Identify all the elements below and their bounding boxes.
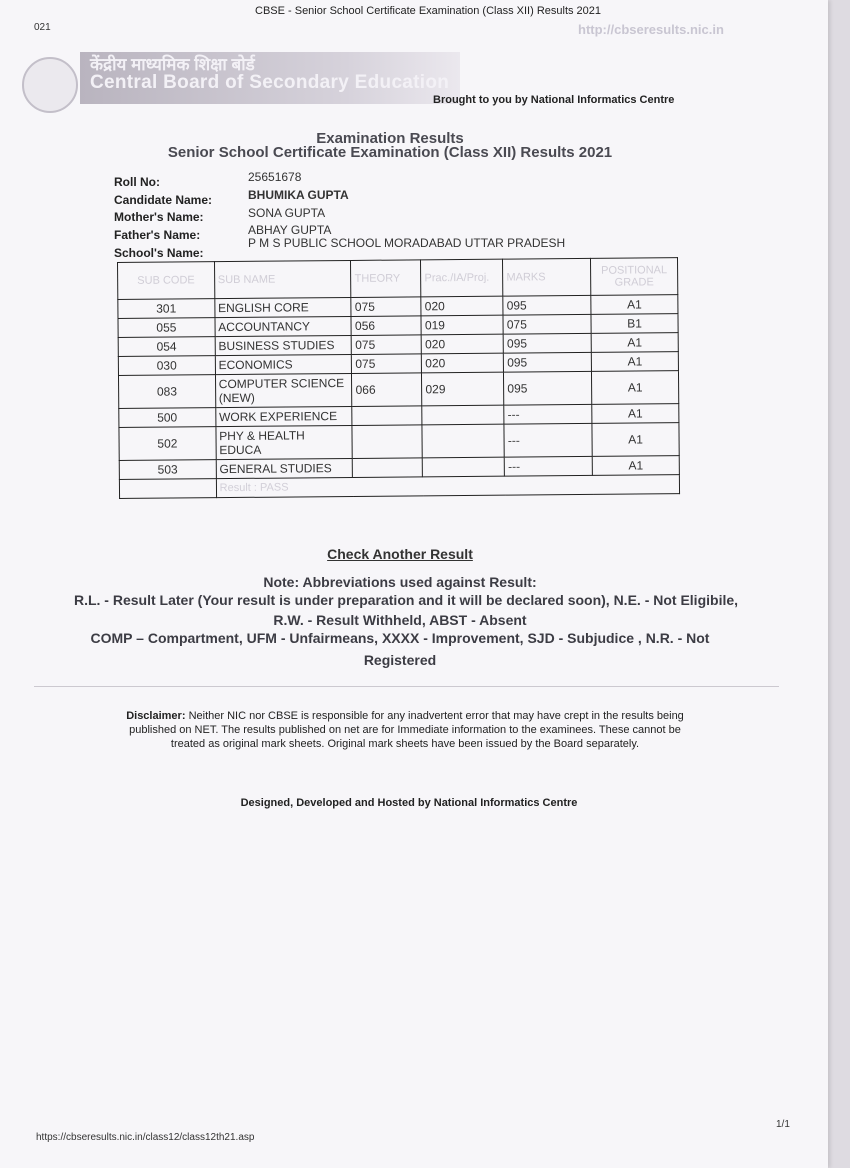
scanner-edge (828, 0, 850, 1168)
theory-marks: 075 (352, 354, 422, 374)
disclaimer-label: Disclaimer: (126, 710, 186, 722)
sub-code: 503 (119, 460, 216, 480)
check-another-result-link[interactable]: Check Another Result (327, 546, 473, 562)
total-marks: 095 (503, 333, 591, 353)
note-heading: Note: Abbreviations used against Result: (263, 574, 537, 590)
table-row (118, 371, 678, 409)
candidate-name-label: Candidate Name: (114, 193, 213, 207)
practical-marks (423, 457, 505, 477)
theory-marks: 075 (351, 297, 421, 317)
practical-marks (422, 405, 504, 425)
total-marks: 095 (504, 352, 592, 372)
sub-code: 500 (119, 408, 216, 428)
practical-marks: 029 (422, 372, 504, 406)
exam-subtitle: Senior School Certificate Examination (Class XII) Results 2021 (167, 144, 613, 161)
sub-code: 055 (118, 318, 215, 338)
result-status: Result : PASS (216, 475, 679, 498)
total-marks: 075 (503, 314, 591, 334)
roll-value: 25651678 (248, 170, 302, 184)
school-name-label: School's Name: (114, 246, 204, 260)
header-grade-line1: POSITIONAL (601, 264, 668, 277)
sub-code: 502 (119, 427, 216, 461)
practical-marks: 020 (421, 334, 503, 354)
positional-grade: A1 (592, 371, 679, 405)
practical-marks (422, 424, 504, 458)
sub-code: 301 (118, 299, 215, 319)
sub-code: 083 (118, 375, 215, 409)
site-url[interactable]: http://cbseresults.nic.in (578, 22, 724, 37)
sub-name: ACCOUNTANCY (215, 316, 352, 336)
theory-marks (353, 458, 423, 478)
disclaimer (120, 709, 690, 751)
total-marks: --- (504, 456, 592, 476)
father-name-value: ABHAY GUPTA (248, 223, 332, 237)
positional-grade: A1 (592, 404, 679, 424)
note-line-4: Registered (363, 652, 437, 668)
brought-by-text: Brought to you by National Informatics Centre (433, 94, 675, 106)
table-row (119, 423, 679, 461)
header-grade-line2: GRADE (614, 276, 654, 289)
sub-name: WORK EXPERIENCE (215, 406, 352, 426)
roll-label: Roll No: (114, 175, 160, 189)
note-line-3: COMP – Compartment, UFM - Unfairmeans, XXXX - Improvement, SJD - Subjudice , N.R. - Not (90, 630, 710, 646)
total-marks: --- (504, 404, 592, 424)
cbse-emblem-icon (22, 57, 78, 113)
theory-marks: 066 (352, 373, 422, 407)
total-marks: 095 (504, 371, 592, 405)
header-practical: Prac./IA/Proj. (421, 259, 503, 297)
sub-name: GENERAL STUDIES (216, 458, 353, 478)
total-marks: 095 (503, 295, 591, 315)
banner-hindi-title: केंद्रीय माध्यमिक शिक्षा बोर्ड (90, 55, 255, 74)
practical-marks: 020 (422, 353, 504, 373)
positional-grade: A1 (591, 295, 678, 315)
sub-code: 054 (118, 337, 215, 357)
print-title: CBSE - Senior School Certificate Examination (Class XII) Results 2021 (255, 5, 602, 17)
theory-marks (352, 406, 422, 426)
theory-marks: 056 (351, 316, 421, 336)
results-table (117, 257, 680, 499)
total-marks: --- (504, 423, 592, 457)
banner-english-title: Central Board of Secondary Education (90, 72, 450, 93)
header-grade (591, 258, 678, 296)
page-number: 1/1 (776, 1119, 790, 1130)
school-name-value: P M S PUBLIC SCHOOL MORADABAD UTTAR PRADESH (248, 236, 566, 250)
sub-name: PHY & HEALTH EDUCA (216, 425, 353, 459)
positional-grade: A1 (592, 423, 679, 457)
print-date: 021 (34, 22, 51, 33)
designed-by-text: Designed, Developed and Hosted by National Informatics Centre (240, 797, 578, 809)
theory-marks: 075 (352, 335, 422, 355)
divider (34, 686, 779, 687)
candidate-name-value: BHUMIKA GUPTA (248, 188, 349, 202)
sub-code: 030 (118, 356, 215, 376)
header-sub-name: SUB NAME (214, 260, 351, 298)
note-line-2: R.W. - Result Withheld, ABST - Absent (273, 612, 527, 628)
positional-grade: A1 (591, 352, 678, 372)
table-header-row (118, 258, 678, 300)
disclaimer-text: Neither NIC nor CBSE is responsible for any inadvertent error that may have crept in the results being published on NET. The results published on net are for Immediate information to the examinees. These cannot be treated as original mark sheets. Original mark sheets have been issued by the Board separately. (129, 710, 684, 750)
result-row (119, 475, 679, 499)
note-line-1: R.L. - Result Later (Your result is under preparation and it will be declared soon), N.E. - Not Eligibile, (73, 592, 739, 608)
header-sub-code: SUB CODE (118, 262, 215, 300)
theory-marks (352, 425, 422, 459)
header-marks: MARKS (503, 258, 591, 296)
mother-name-label: Mother's Name: (114, 210, 204, 224)
positional-grade: B1 (591, 314, 678, 334)
header-theory: THEORY (351, 260, 421, 298)
sub-name: BUSINESS STUDIES (215, 335, 352, 355)
mother-name-value: SONA GUPTA (248, 206, 326, 220)
practical-marks: 020 (421, 296, 503, 316)
sub-name: COMPUTER SCIENCE (NEW) (215, 373, 352, 407)
positional-grade: A1 (592, 456, 679, 476)
father-name-label: Father's Name: (114, 228, 201, 242)
positional-grade: A1 (591, 333, 678, 353)
sub-name: ENGLISH CORE (214, 297, 351, 317)
sub-name: ECONOMICS (215, 354, 352, 374)
footer-url: https://cbseresults.nic.in/class12/class12th21.asp (36, 1132, 255, 1143)
exam-title: Examination Results (316, 130, 464, 147)
practical-marks: 019 (421, 315, 503, 335)
